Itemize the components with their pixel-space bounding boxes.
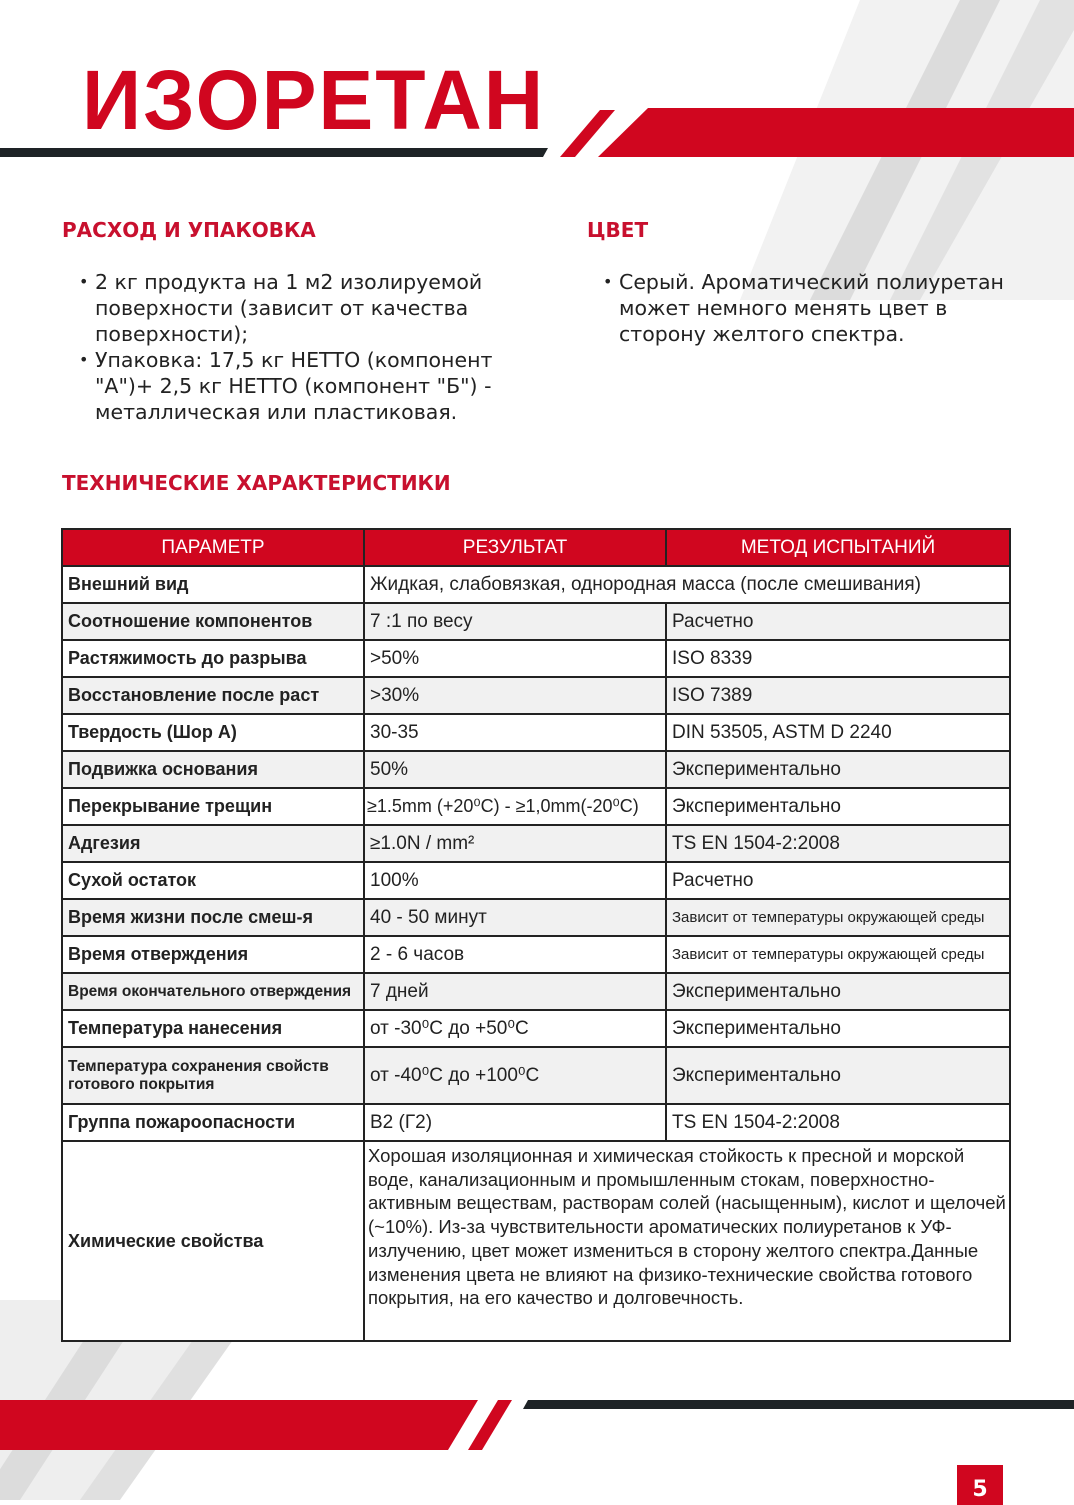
- param-cell: Время окончательного отверждения: [62, 973, 364, 1010]
- result-cell: 30-35: [364, 714, 666, 751]
- method-cell: ISO 7389: [666, 677, 1010, 714]
- param-cell: Температура сохранения свойств готового покрытия: [62, 1047, 364, 1104]
- consumption-list: [79, 269, 499, 425]
- result-cell: ≥1.0N / mm²: [364, 825, 666, 862]
- method-cell: ISO 8339: [666, 640, 1010, 677]
- result-cell: от -40⁰С до +100⁰С: [364, 1047, 666, 1104]
- color-list: [603, 269, 1023, 347]
- table-row: [62, 788, 1010, 825]
- method-cell: DIN 53505, ASTM D 2240: [666, 714, 1010, 751]
- param-cell: Внешний вид: [62, 566, 364, 603]
- param-cell: Растяжимость до разрыва: [62, 640, 364, 677]
- method-cell: Расчетно: [666, 862, 1010, 899]
- list-item: • Серый. Ароматический полиуретан может немного менять цвет в сторону желтого спектра.: [603, 269, 1023, 347]
- result-cell: >50%: [364, 640, 666, 677]
- param-cell: Подвижка основания: [62, 751, 364, 788]
- result-cell: 7 :1 по весу: [364, 603, 666, 640]
- table-row: [62, 825, 1010, 862]
- column-header: ПАРАМЕТР: [62, 529, 364, 566]
- method-cell: Экспериментально: [666, 1010, 1010, 1047]
- result-cell: >30%: [364, 677, 666, 714]
- table-row: [62, 714, 1010, 751]
- table-row: [62, 1047, 1010, 1104]
- param-cell: Твердость (Шор А): [62, 714, 364, 751]
- param-cell: Сухой остаток: [62, 862, 364, 899]
- consumption-heading: РАСХОД И УПАКОВКА: [62, 218, 316, 242]
- page-number: 5: [957, 1465, 1003, 1505]
- param-cell: Восстановление после раст: [62, 677, 364, 714]
- method-cell: Экспериментально: [666, 788, 1010, 825]
- method-cell: Зависит от температуры окружающей среды: [666, 899, 1010, 936]
- list-item: • Упаковка: 17,5 кг НЕТТО (компонент "А")+ 2,5 кг НЕТТО (компонент "Б") - металлическая или пластиковая.: [79, 347, 499, 425]
- method-cell: Зависит от температуры окружающей среды: [666, 936, 1010, 973]
- result-cell: 100%: [364, 862, 666, 899]
- table-row: [62, 899, 1010, 936]
- table-row: [62, 566, 1010, 603]
- result-cell: 50%: [364, 751, 666, 788]
- list-item: • 2 кг продукта на 1 м2 изолируемой поверхности (зависит от качества поверхности);: [79, 269, 499, 347]
- table-row: [62, 1010, 1010, 1047]
- result-cell: В2 (Г2): [364, 1104, 666, 1141]
- table-row: [62, 603, 1010, 640]
- result-cell: ≥1.5mm (+20⁰С) - ≥1,0mm(-20⁰С): [364, 788, 666, 825]
- result-cell: 2 - 6 часов: [364, 936, 666, 973]
- value-cell: Жидкая, слабовязкая, однородная масса (после смешивания): [364, 566, 1010, 603]
- param-cell: Время отверждения: [62, 936, 364, 973]
- method-cell: Расчетно: [666, 603, 1010, 640]
- param-cell: Химические свойства: [62, 1141, 364, 1341]
- method-cell: Экспериментально: [666, 1047, 1010, 1104]
- param-cell: Температура нанесения: [62, 1010, 364, 1047]
- result-cell: 40 - 50 минут: [364, 899, 666, 936]
- table-row: [62, 862, 1010, 899]
- param-cell: Соотношение компонентов: [62, 603, 364, 640]
- column-header: МЕТОД ИСПЫТАНИЙ: [666, 529, 1010, 566]
- result-cell: 7 дней: [364, 973, 666, 1010]
- method-cell: TS EN 1504-2:2008: [666, 1104, 1010, 1141]
- table-row: [62, 751, 1010, 788]
- param-cell: Группа пожароопасности: [62, 1104, 364, 1141]
- param-cell: Время жизни после смеш-я: [62, 899, 364, 936]
- table-row: [62, 973, 1010, 1010]
- method-cell: Экспериментально: [666, 973, 1010, 1010]
- color-heading: ЦВЕТ: [587, 218, 649, 242]
- table-row: [62, 1141, 1010, 1341]
- table-row: [62, 1104, 1010, 1141]
- param-cell: Перекрывание трещин: [62, 788, 364, 825]
- method-cell: TS EN 1504-2:2008: [666, 825, 1010, 862]
- param-cell: Адгезия: [62, 825, 364, 862]
- value-cell: Хорошая изоляционная и химическая стойкость к пресной и морской воде, канализационным и промышленным стокам, поверхностно-активным веществам, растворам солей (насыщенным), кислот и щелочей (~10%). Из-за чувствительности ароматических полиуретанов к УФ-излучению, цвет может измениться в сторону желтого спектра.Данные изменения цвета не влияют на физико-технические свойства готового покрытия, на его качество и долговечность.: [364, 1141, 1010, 1341]
- table-row: [62, 936, 1010, 973]
- specs-table: [61, 528, 1011, 1342]
- product-title: ИЗОРЕТАН: [82, 53, 546, 147]
- result-cell: от -30⁰С до +50⁰С: [364, 1010, 666, 1047]
- table-row: [62, 677, 1010, 714]
- method-cell: Экспериментально: [666, 751, 1010, 788]
- column-header: РЕЗУЛЬТАТ: [364, 529, 666, 566]
- specs-heading: ТЕХНИЧЕСКИЕ ХАРАКТЕРИСТИКИ: [62, 471, 451, 495]
- table-row: [62, 640, 1010, 677]
